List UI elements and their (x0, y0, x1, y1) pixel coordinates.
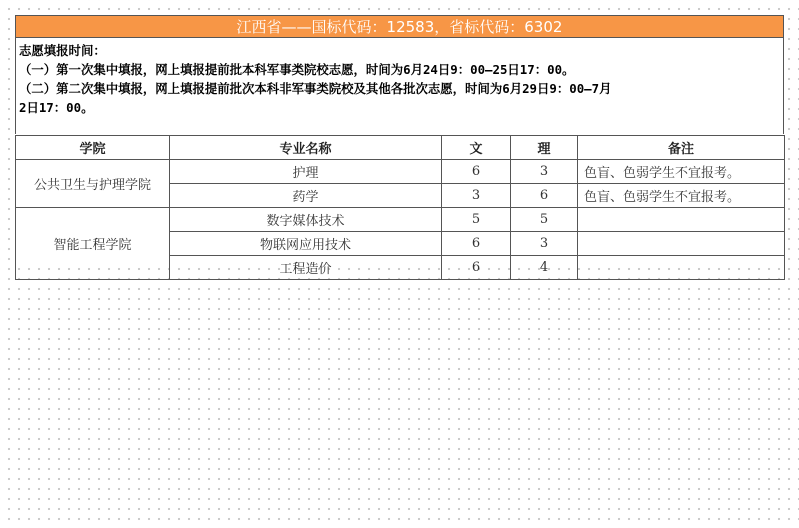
li-cell: 4 (511, 256, 578, 280)
notice-heading: 志愿填报时间： (19, 43, 106, 58)
wen-cell: 5 (442, 208, 511, 232)
header-wen: 文 (442, 136, 511, 160)
table-row (16, 208, 785, 232)
major-cell: 工程造价 (170, 256, 442, 280)
header-li: 理 (511, 136, 578, 160)
header-college: 学院 (16, 136, 170, 160)
wen-cell: 6 (442, 232, 511, 256)
li-cell: 3 (511, 160, 578, 184)
table-header-row (16, 136, 785, 160)
li-cell: 6 (511, 184, 578, 208)
header-major: 专业名称 (170, 136, 442, 160)
wen-cell: 6 (442, 160, 511, 184)
note-cell: 色盲、色弱学生不宜报考。 (578, 184, 785, 208)
note-cell (578, 232, 785, 256)
major-cell: 数字媒体技术 (170, 208, 442, 232)
college-cell: 智能工程学院 (16, 208, 170, 280)
wen-cell: 3 (442, 184, 511, 208)
registration-notice (15, 38, 784, 134)
spreadsheet-area (15, 15, 784, 277)
major-cell: 药学 (170, 184, 442, 208)
major-table (15, 135, 785, 280)
note-cell: 色盲、色弱学生不宜报考。 (578, 160, 785, 184)
header-note: 备注 (578, 136, 785, 160)
major-cell: 护理 (170, 160, 442, 184)
li-cell: 5 (511, 208, 578, 232)
note-cell (578, 256, 785, 280)
note-cell (578, 208, 785, 232)
sheet-title: 江西省——国标代码：12583，省标代码：6302 (15, 15, 784, 38)
notice-line-2: （二）第二次集中填报，网上填报提前批次本科非军事类院校及其他各批次志愿，时间为6月29日9：00—7月 (19, 81, 612, 96)
college-cell: 公共卫生与护理学院 (16, 160, 170, 208)
notice-line-1: （一）第一次集中填报，网上填报提前批本科军事类院校志愿，时间为6月24日9：00—25日17：00。 (19, 62, 575, 77)
notice-line-3: 2日17：00。 (19, 100, 94, 115)
li-cell: 3 (511, 232, 578, 256)
table-row (16, 160, 785, 184)
wen-cell: 6 (442, 256, 511, 280)
major-cell: 物联网应用技术 (170, 232, 442, 256)
